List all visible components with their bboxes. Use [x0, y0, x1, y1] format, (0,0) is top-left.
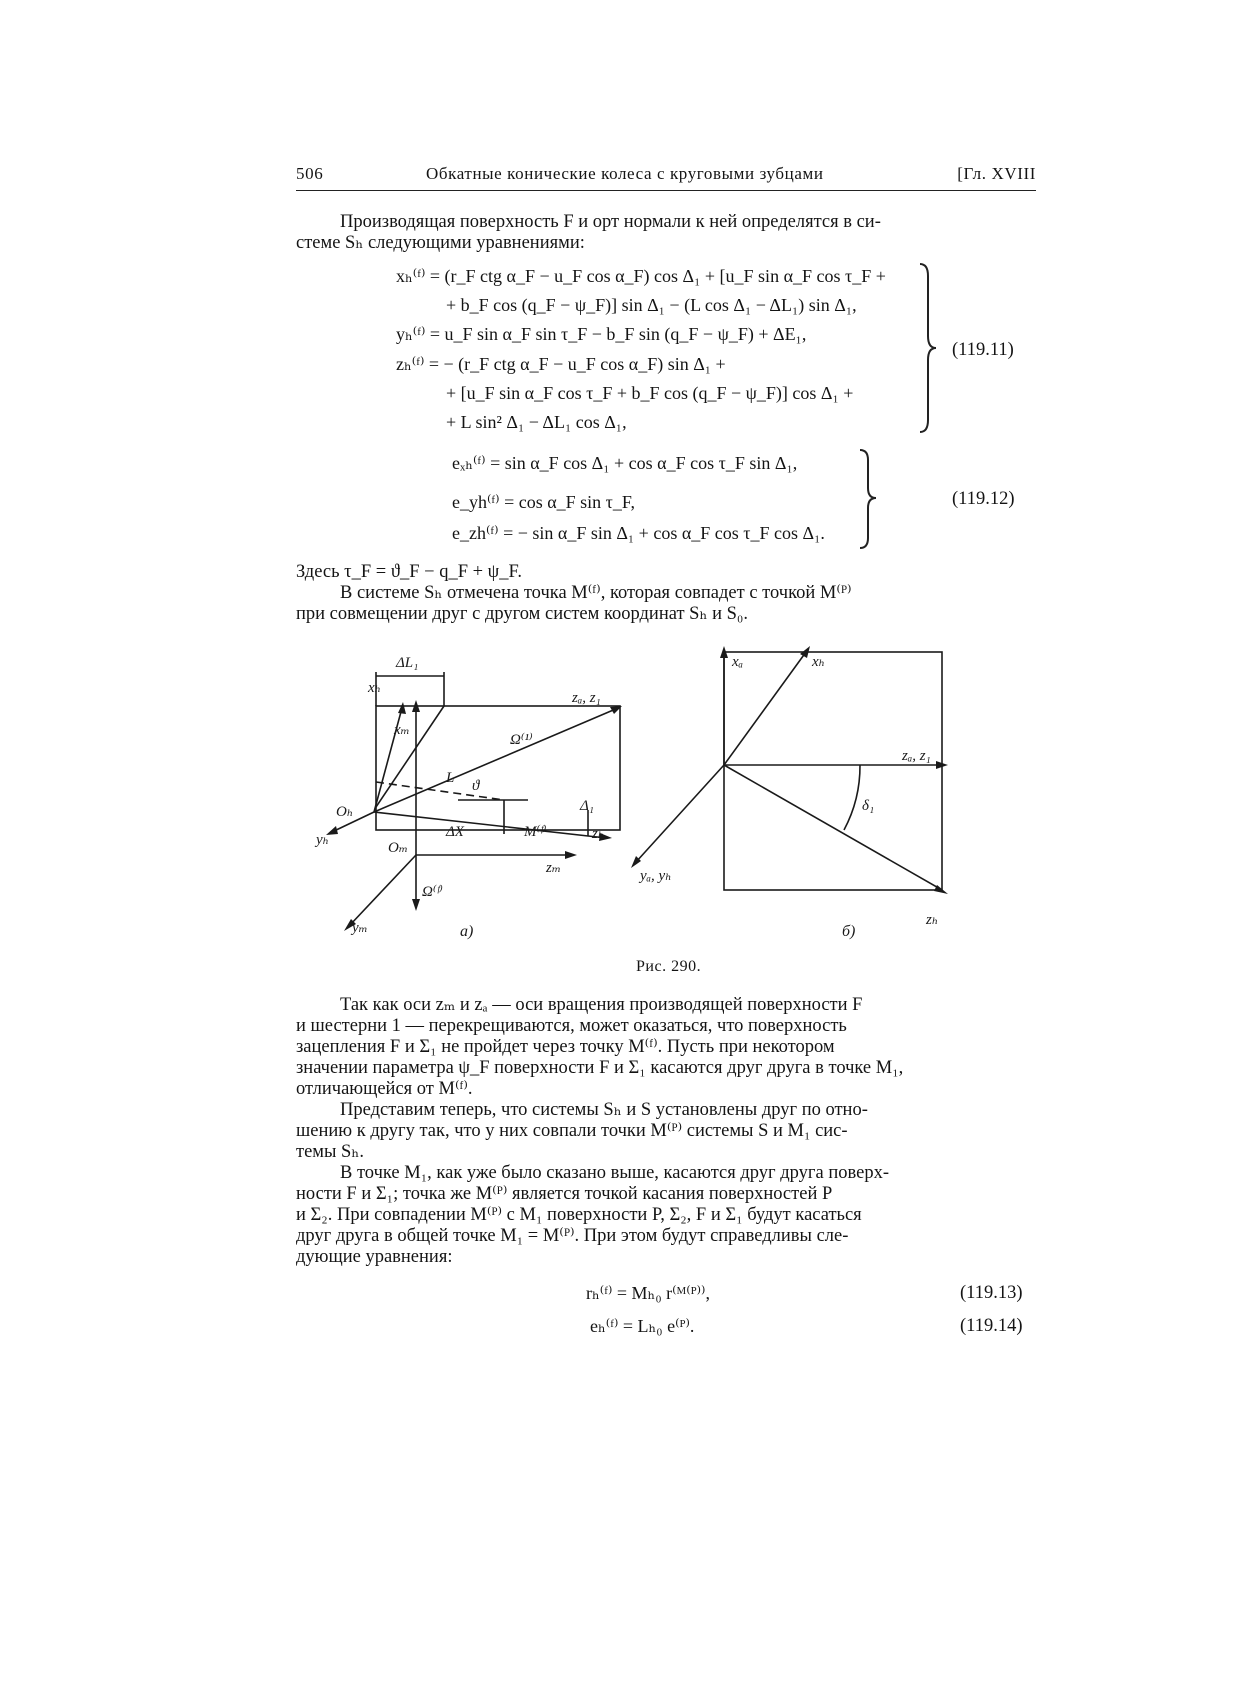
- running-title: Обкатные конические колеса с круговыми зубцами: [426, 164, 824, 183]
- text-line: В точке M₁, как уже было сказано выше, касаются друг друга поверх-: [340, 1163, 889, 1183]
- angle-arc: [844, 765, 860, 830]
- after-equation-paragraph: [296, 562, 1036, 625]
- right-brace: [858, 448, 880, 550]
- subfigure-label: а): [460, 923, 474, 940]
- fig-label: L: [446, 770, 455, 786]
- eq-line: + L sin² Δ₁ − ΔL₁ cos Δ₁,: [446, 412, 627, 432]
- fig-label: xₘ: [394, 722, 410, 738]
- fig-label: Ω⁽ᶠ⁾: [422, 884, 443, 900]
- fig-label: zₘ: [546, 860, 562, 876]
- fig-label: ΔL₁: [396, 655, 419, 671]
- eq-line: e_yh⁽ᶠ⁾ = cos α_F sin τ_F,: [452, 492, 635, 512]
- eq-line: rₕ⁽ᶠ⁾ = Mₕ₀ r⁽ᴹ⁽ᴾ⁾⁾,: [586, 1283, 710, 1303]
- intro-paragraph: [296, 212, 1036, 254]
- fig-label: xₕ: [368, 680, 382, 696]
- fig-label: zₐ, z₁: [572, 690, 601, 706]
- eq-line: eₓₕ⁽ᶠ⁾ = sin α_F cos Δ₁ + cos α_F cos τ_F sin Δ₁,: [452, 453, 798, 473]
- text-line: и шестерни 1 — перекрещиваются, может оказаться, что поверхность: [296, 1016, 847, 1036]
- eq-line: + b_F cos (q_F − ψ_F)] sin Δ₁ − (L cos Δ₁ − ΔL₁) sin Δ₁,: [446, 295, 857, 315]
- fig-label: zₕ: [926, 912, 939, 928]
- eq-line: eₕ⁽ᶠ⁾ = Lₕ₀ e⁽ᴾ⁾.: [590, 1316, 695, 1336]
- fig-label: xₕ: [812, 654, 826, 670]
- eq-line: yₕ⁽ᶠ⁾ = u_F sin α_F sin τ_F − b_F sin (q_F − ψ_F) + ΔE₁,: [396, 324, 807, 344]
- figure-290: [296, 640, 1036, 940]
- text-line: значении параметра ψ_F поверхности F и Σ₁ касаются друг друга в точке M₁,: [296, 1058, 904, 1078]
- fig-label: yₘ: [352, 920, 368, 936]
- fig-label: Ω⁽¹⁾: [510, 732, 533, 748]
- chapter-label: [Гл. XVIII: [957, 164, 1036, 183]
- text-line: отличающейся от M⁽ᶠ⁾.: [296, 1079, 473, 1099]
- text-line: шению к другу так, что у них совпали точки M⁽ᴾ⁾ системы S и M₁ сис-: [296, 1121, 848, 1141]
- fig-label: xₐ: [732, 654, 744, 670]
- equation-number: (119.14): [960, 1316, 1023, 1336]
- fig-label: Oₘ: [388, 840, 409, 856]
- eq-line: xₕ⁽ᶠ⁾ = (r_F ctg α_F − u_F cos α_F) cos Δ₁ + [u_F sin α_F cos τ_F +: [396, 266, 886, 286]
- fig-label: yₐ, yₕ: [640, 868, 672, 884]
- text-line: темы Sₕ.: [296, 1142, 364, 1162]
- axis-ym: [350, 855, 416, 925]
- text-line: при совмещении друг с другом систем координат Sₕ и S₀.: [296, 604, 748, 624]
- axis-ya: [636, 765, 724, 862]
- fig-label: Oₕ: [336, 804, 354, 820]
- page-number: 506: [296, 164, 324, 183]
- equation-number: (119.12): [952, 489, 1015, 509]
- eq-line: e_zh⁽ᶠ⁾ = − sin α_F sin Δ₁ + cos α_F cos τ_F cos Δ₁.: [452, 523, 825, 543]
- intro-line: Производящая поверхность F и орт нормали к ней определятся в си-: [340, 212, 881, 232]
- intro-line: стеме Sₕ следующими уравнениями:: [296, 233, 585, 253]
- fig-label: zₐ, z₁: [902, 748, 931, 764]
- right-brace: [918, 262, 940, 434]
- fig-label: M⁽ᶠ⁾: [524, 824, 547, 840]
- axis-zh: [374, 812, 606, 838]
- edge-line: [376, 706, 444, 807]
- figure-caption: Рис. 290.: [636, 958, 702, 975]
- fig-label: ϑ: [472, 778, 480, 794]
- text-line: ности F и Σ₁; точка же M⁽ᴾ⁾ является точкой касания поверхностей P: [296, 1184, 833, 1204]
- text-line: Представим теперь, что системы Sₕ и S установлены друг по отно-: [340, 1100, 868, 1120]
- text-line: зацепления F и Σ₁ не пройдет через точку M⁽ᶠ⁾. Пусть при некотором: [296, 1037, 835, 1057]
- text-line: дующие уравнения:: [296, 1247, 453, 1267]
- fig-label: zₕ: [592, 826, 605, 842]
- fig-label: Δ₁: [580, 798, 595, 814]
- text-line: В системе Sₕ отмечена точка M⁽ᶠ⁾, которая совпадет с точкой M⁽ᴾ⁾: [340, 583, 852, 603]
- body-paragraphs: [296, 995, 1036, 1268]
- equation-number: (119.11): [952, 340, 1014, 360]
- fig-label: δ₁: [862, 798, 875, 814]
- text-line: и Σ₂. При совпадении M⁽ᴾ⁾ с M₁ поверхности P, Σ₂, F и Σ₁ будут касаться: [296, 1205, 862, 1225]
- equation-number: (119.13): [960, 1283, 1023, 1303]
- running-header: [296, 164, 1036, 191]
- eq-line: zₕ⁽ᶠ⁾ = − (r_F ctg α_F − u_F cos α_F) sin Δ₁ +: [396, 354, 726, 374]
- text-line: Так как оси zₘ и zₐ — оси вращения производящей поверхности F: [340, 995, 863, 1015]
- arrowhead: [565, 851, 577, 859]
- fig-label: ΔX: [446, 824, 464, 840]
- text-line: друг друга в общей точке M₁ = M⁽ᴾ⁾. При этом будут справедливы сле-: [296, 1226, 849, 1246]
- axis-za: [374, 708, 618, 812]
- fig-label: yₕ: [316, 832, 330, 848]
- subfigure-label: б): [842, 923, 856, 940]
- box-frame: [724, 652, 942, 890]
- arrowhead: [412, 899, 420, 911]
- arrowhead: [398, 702, 406, 714]
- text-line: Здесь τ_F = ϑ_F − q_F + ψ_F.: [296, 562, 522, 582]
- axis-zh: [724, 765, 942, 890]
- eq-line: + [u_F sin α_F cos τ_F + b_F cos (q_F − ψ_F)] cos Δ₁ +: [446, 383, 854, 403]
